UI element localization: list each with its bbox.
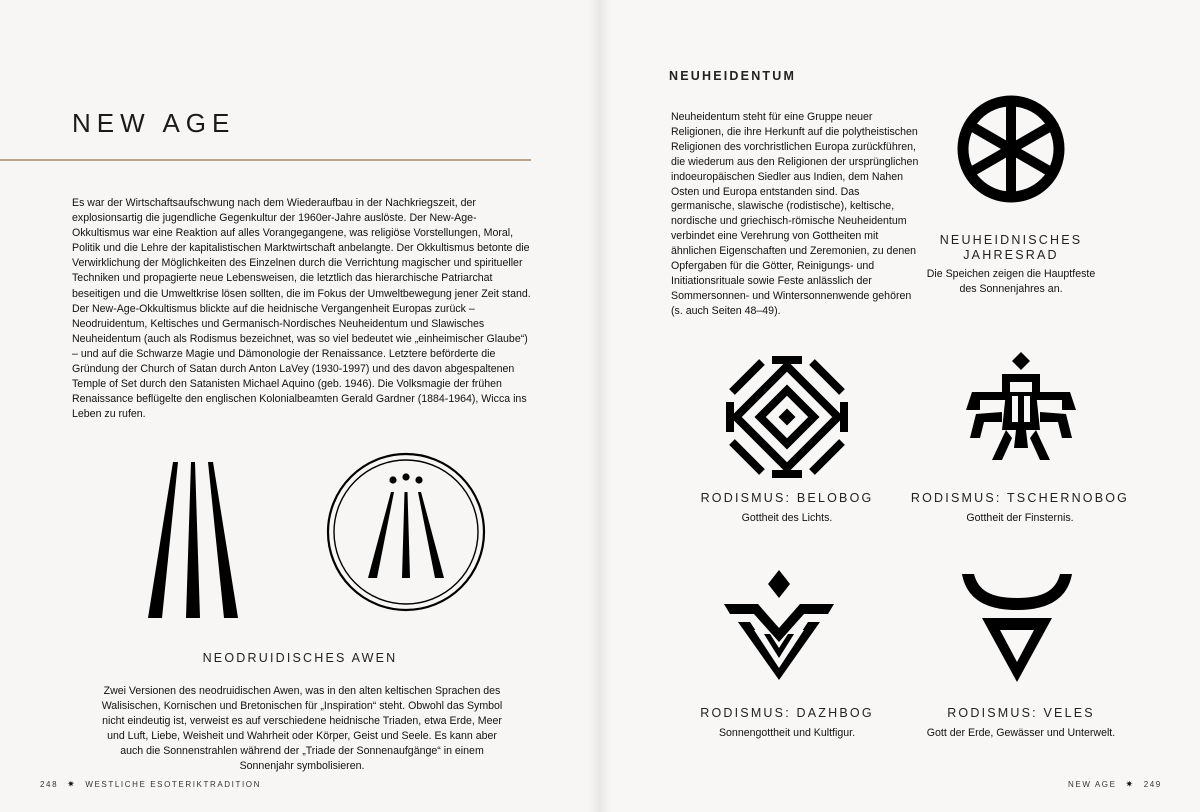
wheel-of-year-icon bbox=[956, 94, 1066, 204]
awen-caption: NEODRUIDISCHES AWEN bbox=[202, 651, 398, 665]
dazhbog-symbol-icon bbox=[724, 570, 834, 680]
section-heading: NEUHEIDENTUM bbox=[669, 69, 797, 83]
awen-description: Zwei Versionen des neodruidischen Awen, was in den alten keltischen Sprachen des Walisischen, Kornischen und Bretonischen für „Inspiration“ steht. Obwohl das Symbol nicht eindeutig ist, verweist es auf verschiedene heidnische Triaden, etwa Erde, Meer und Luft, Liebe, Weisheit und Wahrheit oder Körper, Geist und Seele. Es kann aber auch die Sonnenstrahlen während der „Triade der Sonnenaufgänge“ in einem Sonnenjahr symbolisieren. bbox=[101, 685, 503, 772]
tschernobog-caption: RODISMUS: TSCHERNOBOG bbox=[910, 491, 1130, 505]
right-footer-label: NEW AGE bbox=[1068, 780, 1117, 789]
right-page-number: 249 bbox=[1143, 780, 1162, 789]
dazhbog-caption: RODISMUS: DAZHBOG bbox=[700, 706, 874, 720]
left-page-number: 248 bbox=[40, 780, 59, 789]
veles-caption: RODISMUS: VELES bbox=[947, 706, 1095, 720]
belobog-caption: RODISMUS: BELOBOG bbox=[700, 491, 874, 505]
star-icon: ✷ bbox=[67, 779, 77, 789]
tschernobog-symbol-icon bbox=[966, 352, 1076, 470]
dazhbog-description: Sonnengottheit und Kultfigur. bbox=[718, 727, 856, 739]
wheel-description: Die Speichen zeigen die Hauptfeste des Sonnenjahres an. bbox=[926, 268, 1096, 295]
wheel-caption-line-1: NEUHEIDNISCHES bbox=[939, 233, 1083, 247]
veles-description: Gott der Erde, Gewässer und Unterwelt. bbox=[926, 727, 1116, 739]
belobog-description: Gottheit des Lichts. bbox=[741, 512, 833, 524]
left-footer-label: WESTLICHE ESOTERIKTRADITION bbox=[85, 780, 261, 789]
neuheidentum-paragraph: Neuheidentum steht für eine Gruppe neuer Religionen, die ihre Herkunft auf die polytheistischen Religionen des vorchristlichen Europa zurückführen, die wiederum aus den Religionen der ursprünglichen indoeuropäischen Siedler aus Indien, dem Nahen Osten und Europa entstanden sind. Das germanische, slawische (rodistische), keltische, nordische und griechisch-römische Neuheidentum verbindet eine Verehrung von Gottheiten mit ähnlichen Eigenschaften und Zeremonien, zu denen Opfergaben für die Götter, Reinigungs- und Initiationsrituale sowie Feste anlässlich der Sommersonnen- und Wintersonnenwende gehören (s. auch Seiten 48–49). bbox=[671, 111, 919, 317]
page-title: NEW AGE bbox=[72, 108, 236, 138]
intro-paragraph: Es war der Wirtschaftsaufschwung nach dem Wiederaufbau in der Nachkriegszeit, der explosionsartig die jugendliche Gegenkultur der 1960er-Jahre auslöste. Der New-Age-Okkultismus war eine Reaktion auf alles Vorangegangene, was religiöse Vorstellungen, Moral, Politik und die Lehre der kapitalistischen Marktwirtschaft anbelangte. Der Okkultismus betonte die Verwirklichung der Möglichkeiten des Einzelnen durch die Verrichtung magischer und spiritueller Techniken und propagierte neue Lebensweisen, die letztlich das hierarchische Patriarchat beseitigen und die Umweltkrise lösen sollten, die im Fokus der Umweltbewegung jener Zeit stand. Der New-Age-Okkultismus blickte auf die heidnische Vergangenheit Europas zurück – Neodruidentum, Keltisches und Germanisch-Nordisches Neuheidentum und Slawisches Neuheidentum (auch als Rodismus bezeichnet, was so viel bedeutet wie „einheimischer Glaube“) – und auf die Schwarze Magie und Dämonologie der Renaissance. Letztere beförderte die Gründung der Church of Satan durch Anton LaVey (1930-1997) und des davon abgespaltenen Temple of Set durch den Satanisten Michael Aquino (geb. 1946). Die Volksmagie der frühen Renaissance beflügelte den englischen Kolonialbeamten Gerald Gardner (1884-1964), Wicca ins Leben zu rufen. bbox=[72, 197, 531, 421]
veles-symbol-icon bbox=[962, 574, 1072, 684]
star-icon: ✷ bbox=[1125, 779, 1135, 789]
tschernobog-description: Gottheit der Finsternis. bbox=[966, 512, 1074, 524]
right-footer bbox=[1068, 779, 1162, 790]
wheel-caption-line-2: JAHRESRAD bbox=[963, 248, 1059, 262]
belobog-symbol-icon bbox=[722, 352, 852, 482]
